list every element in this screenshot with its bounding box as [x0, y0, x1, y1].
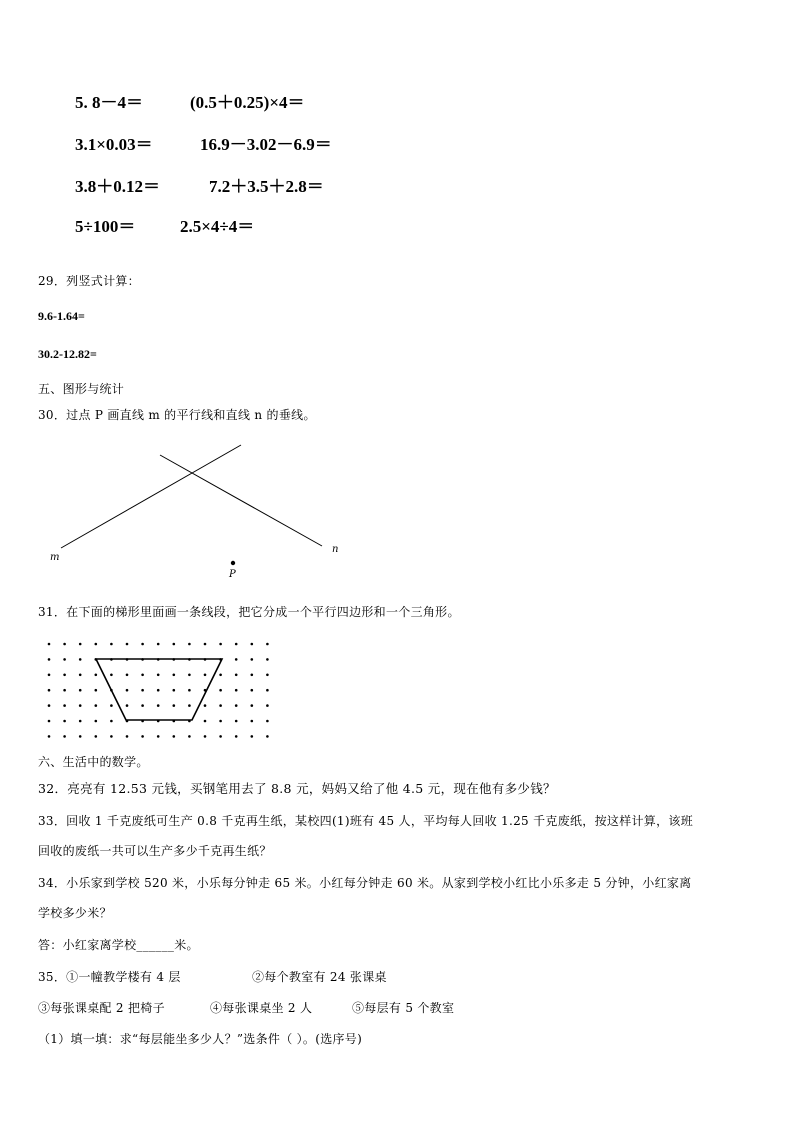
grid-dot: [251, 674, 254, 677]
grid-dot: [95, 643, 98, 646]
grid-dot: [95, 674, 98, 677]
calc-item: 16.9－3.02－6.9＝: [200, 135, 332, 154]
calc-item: 5÷100＝: [75, 217, 136, 236]
grid-dot: [235, 735, 238, 738]
grid-dot: [141, 643, 144, 646]
grid-dot: [204, 658, 207, 661]
grid-dot: [188, 735, 191, 738]
grid-dot: [126, 689, 129, 692]
grid-dot: [63, 704, 66, 707]
trapezoid: [96, 659, 222, 720]
grid-dot: [141, 674, 144, 677]
grid-dot: [157, 674, 160, 677]
grid-dot: [79, 643, 82, 646]
grid-dot: [219, 720, 222, 723]
q35-condition-1: 35．①一幢教学楼有 4 层: [38, 970, 181, 984]
grid-dot: [126, 735, 129, 738]
grid-dot: [63, 674, 66, 677]
grid-dot: [173, 735, 176, 738]
q35-sub-1: （1）填一填：求“每层能坐多少人？”选条件（ ）。(选序号): [38, 1032, 363, 1046]
grid-dot: [173, 704, 176, 707]
grid-dot: [95, 735, 98, 738]
grid-dot: [204, 674, 207, 677]
q35-condition-2: ②每个教室有 24 张课桌: [252, 970, 387, 984]
line-n: [160, 455, 322, 546]
grid-dot: [219, 689, 222, 692]
label-p: P: [229, 569, 236, 580]
grid-dot: [266, 704, 269, 707]
grid-dot: [173, 689, 176, 692]
q29-item-1: 9.6-1.64=: [38, 309, 85, 323]
grid-dot: [251, 689, 254, 692]
grid-dot: [204, 720, 207, 723]
grid-dot: [48, 689, 51, 692]
grid-dot: [110, 689, 113, 692]
q30-text: 30．过点 P 画直线 m 的平行线和直线 n 的垂线。: [38, 408, 316, 422]
grid-dot: [251, 720, 254, 723]
grid-dot: [266, 643, 269, 646]
grid-dot: [126, 674, 129, 677]
grid-dot: [110, 735, 113, 738]
grid-dot: [204, 643, 207, 646]
grid-dot: [63, 658, 66, 661]
grid-dot: [48, 720, 51, 723]
grid-dot: [48, 704, 51, 707]
grid-dot: [235, 674, 238, 677]
grid-dot: [188, 689, 191, 692]
grid-dot: [204, 704, 207, 707]
calc-item: 7.2＋3.5＋2.8＝: [209, 177, 324, 196]
calc-item: 2.5×4÷4＝: [180, 217, 255, 236]
grid-dot: [173, 658, 176, 661]
grid-dot: [141, 689, 144, 692]
grid-dot: [266, 658, 269, 661]
grid-dot: [235, 643, 238, 646]
grid-dot: [235, 720, 238, 723]
grid-dot: [110, 658, 113, 661]
grid-dot: [141, 704, 144, 707]
grid-dot: [266, 735, 269, 738]
grid-dot: [79, 689, 82, 692]
q32-text: 32．亮亮有 12.53 元钱，买钢笔用去了 8.8 元，妈妈又给了他 4.5 元，现在他有多少钱？: [38, 781, 556, 796]
grid-dot: [235, 704, 238, 707]
grid-dot: [95, 720, 98, 723]
grid-dot: [251, 658, 254, 661]
label-m: m: [50, 552, 60, 563]
grid-dot: [157, 720, 160, 723]
grid-dot: [188, 643, 191, 646]
grid-dot: [95, 689, 98, 692]
dot-grid: [48, 643, 269, 738]
section-heading: 五、图形与统计: [38, 382, 125, 396]
grid-dot: [173, 643, 176, 646]
point-p: [231, 561, 235, 565]
grid-dot: [126, 658, 129, 661]
grid-dot: [79, 704, 82, 707]
q33-line-2: 回收的废纸一共可以生产多少千克再生纸？: [38, 844, 272, 858]
grid-dot: [48, 643, 51, 646]
grid-dot: [251, 643, 254, 646]
grid-dot: [188, 720, 191, 723]
grid-dot: [266, 674, 269, 677]
grid-dot: [63, 643, 66, 646]
grid-dot: [110, 720, 113, 723]
grid-dot: [141, 658, 144, 661]
q34-answer: 答：小红家离学校______米。: [38, 938, 199, 952]
grid-dot: [157, 658, 160, 661]
line-m: [61, 445, 241, 548]
grid-dot: [79, 720, 82, 723]
grid-dot: [48, 735, 51, 738]
q31-text: 31．在下面的梯形里面画一条线段，把它分成一个平行四边形和一个三角形。: [38, 605, 460, 619]
grid-dot: [219, 704, 222, 707]
q33-line-1: 33．回收 1 千克废纸可生产 0.8 千克再生纸，某校四(1)班有 45 人，平均每人回收 1.25 千克废纸，按这样计算，该班: [38, 814, 693, 828]
calc-item: (0.5＋0.25)×4＝: [190, 93, 305, 112]
q35-condition-4: ④每张课桌坐 2 人: [210, 1001, 313, 1015]
grid-dot: [219, 643, 222, 646]
grid-dot: [188, 704, 191, 707]
grid-dot: [266, 689, 269, 692]
grid-dot: [219, 735, 222, 738]
q34-line-1: 34．小乐家到学校 520 米，小乐每分钟走 65 米。小红每分钟走 60 米。从家到学校小红比小乐多走 5 分钟，小红家离: [38, 876, 692, 890]
q35-condition-5: ⑤每层有 5 个教室: [352, 1001, 455, 1015]
section-heading: 六、生活中的数学。: [38, 755, 149, 769]
grid-dot: [157, 643, 160, 646]
grid-dot: [219, 658, 222, 661]
grid-dot: [48, 674, 51, 677]
q29-title: 29．列竖式计算：: [38, 274, 140, 288]
grid-dot: [141, 735, 144, 738]
grid-dot: [235, 689, 238, 692]
grid-dot: [141, 720, 144, 723]
grid-dot: [219, 674, 222, 677]
grid-dot: [63, 735, 66, 738]
q35-condition-3: ③每张课桌配 2 把椅子: [38, 1001, 165, 1015]
grid-dot: [126, 720, 129, 723]
grid-dot: [204, 735, 207, 738]
grid-dot: [251, 704, 254, 707]
grid-dot: [110, 704, 113, 707]
calc-item: 3.1×0.03＝: [75, 135, 153, 154]
grid-dot: [188, 674, 191, 677]
grid-dot: [110, 674, 113, 677]
grid-dot: [188, 658, 191, 661]
grid-dot: [110, 643, 113, 646]
label-n: n: [332, 544, 339, 555]
calc-item: 5. 8－4＝: [75, 93, 143, 112]
grid-dot: [157, 704, 160, 707]
grid-dot: [79, 658, 82, 661]
grid-dot: [266, 720, 269, 723]
grid-dot: [48, 658, 51, 661]
grid-dot: [95, 658, 98, 661]
q29-item-2: 30.2-12.82=: [38, 347, 97, 361]
grid-dot: [79, 674, 82, 677]
q34-line-2: 学校多少米？: [38, 906, 112, 920]
calc-item: 3.8＋0.12＝: [75, 177, 160, 196]
grid-dot: [79, 735, 82, 738]
grid-dot: [173, 720, 176, 723]
grid-dot: [157, 735, 160, 738]
grid-dot: [235, 658, 238, 661]
grid-dot: [63, 720, 66, 723]
grid-dot: [126, 704, 129, 707]
grid-dot: [204, 689, 207, 692]
grid-dot: [95, 704, 98, 707]
grid-dot: [173, 674, 176, 677]
grid-dot: [63, 689, 66, 692]
grid-dot: [157, 689, 160, 692]
grid-dot: [126, 643, 129, 646]
grid-dot: [251, 735, 254, 738]
